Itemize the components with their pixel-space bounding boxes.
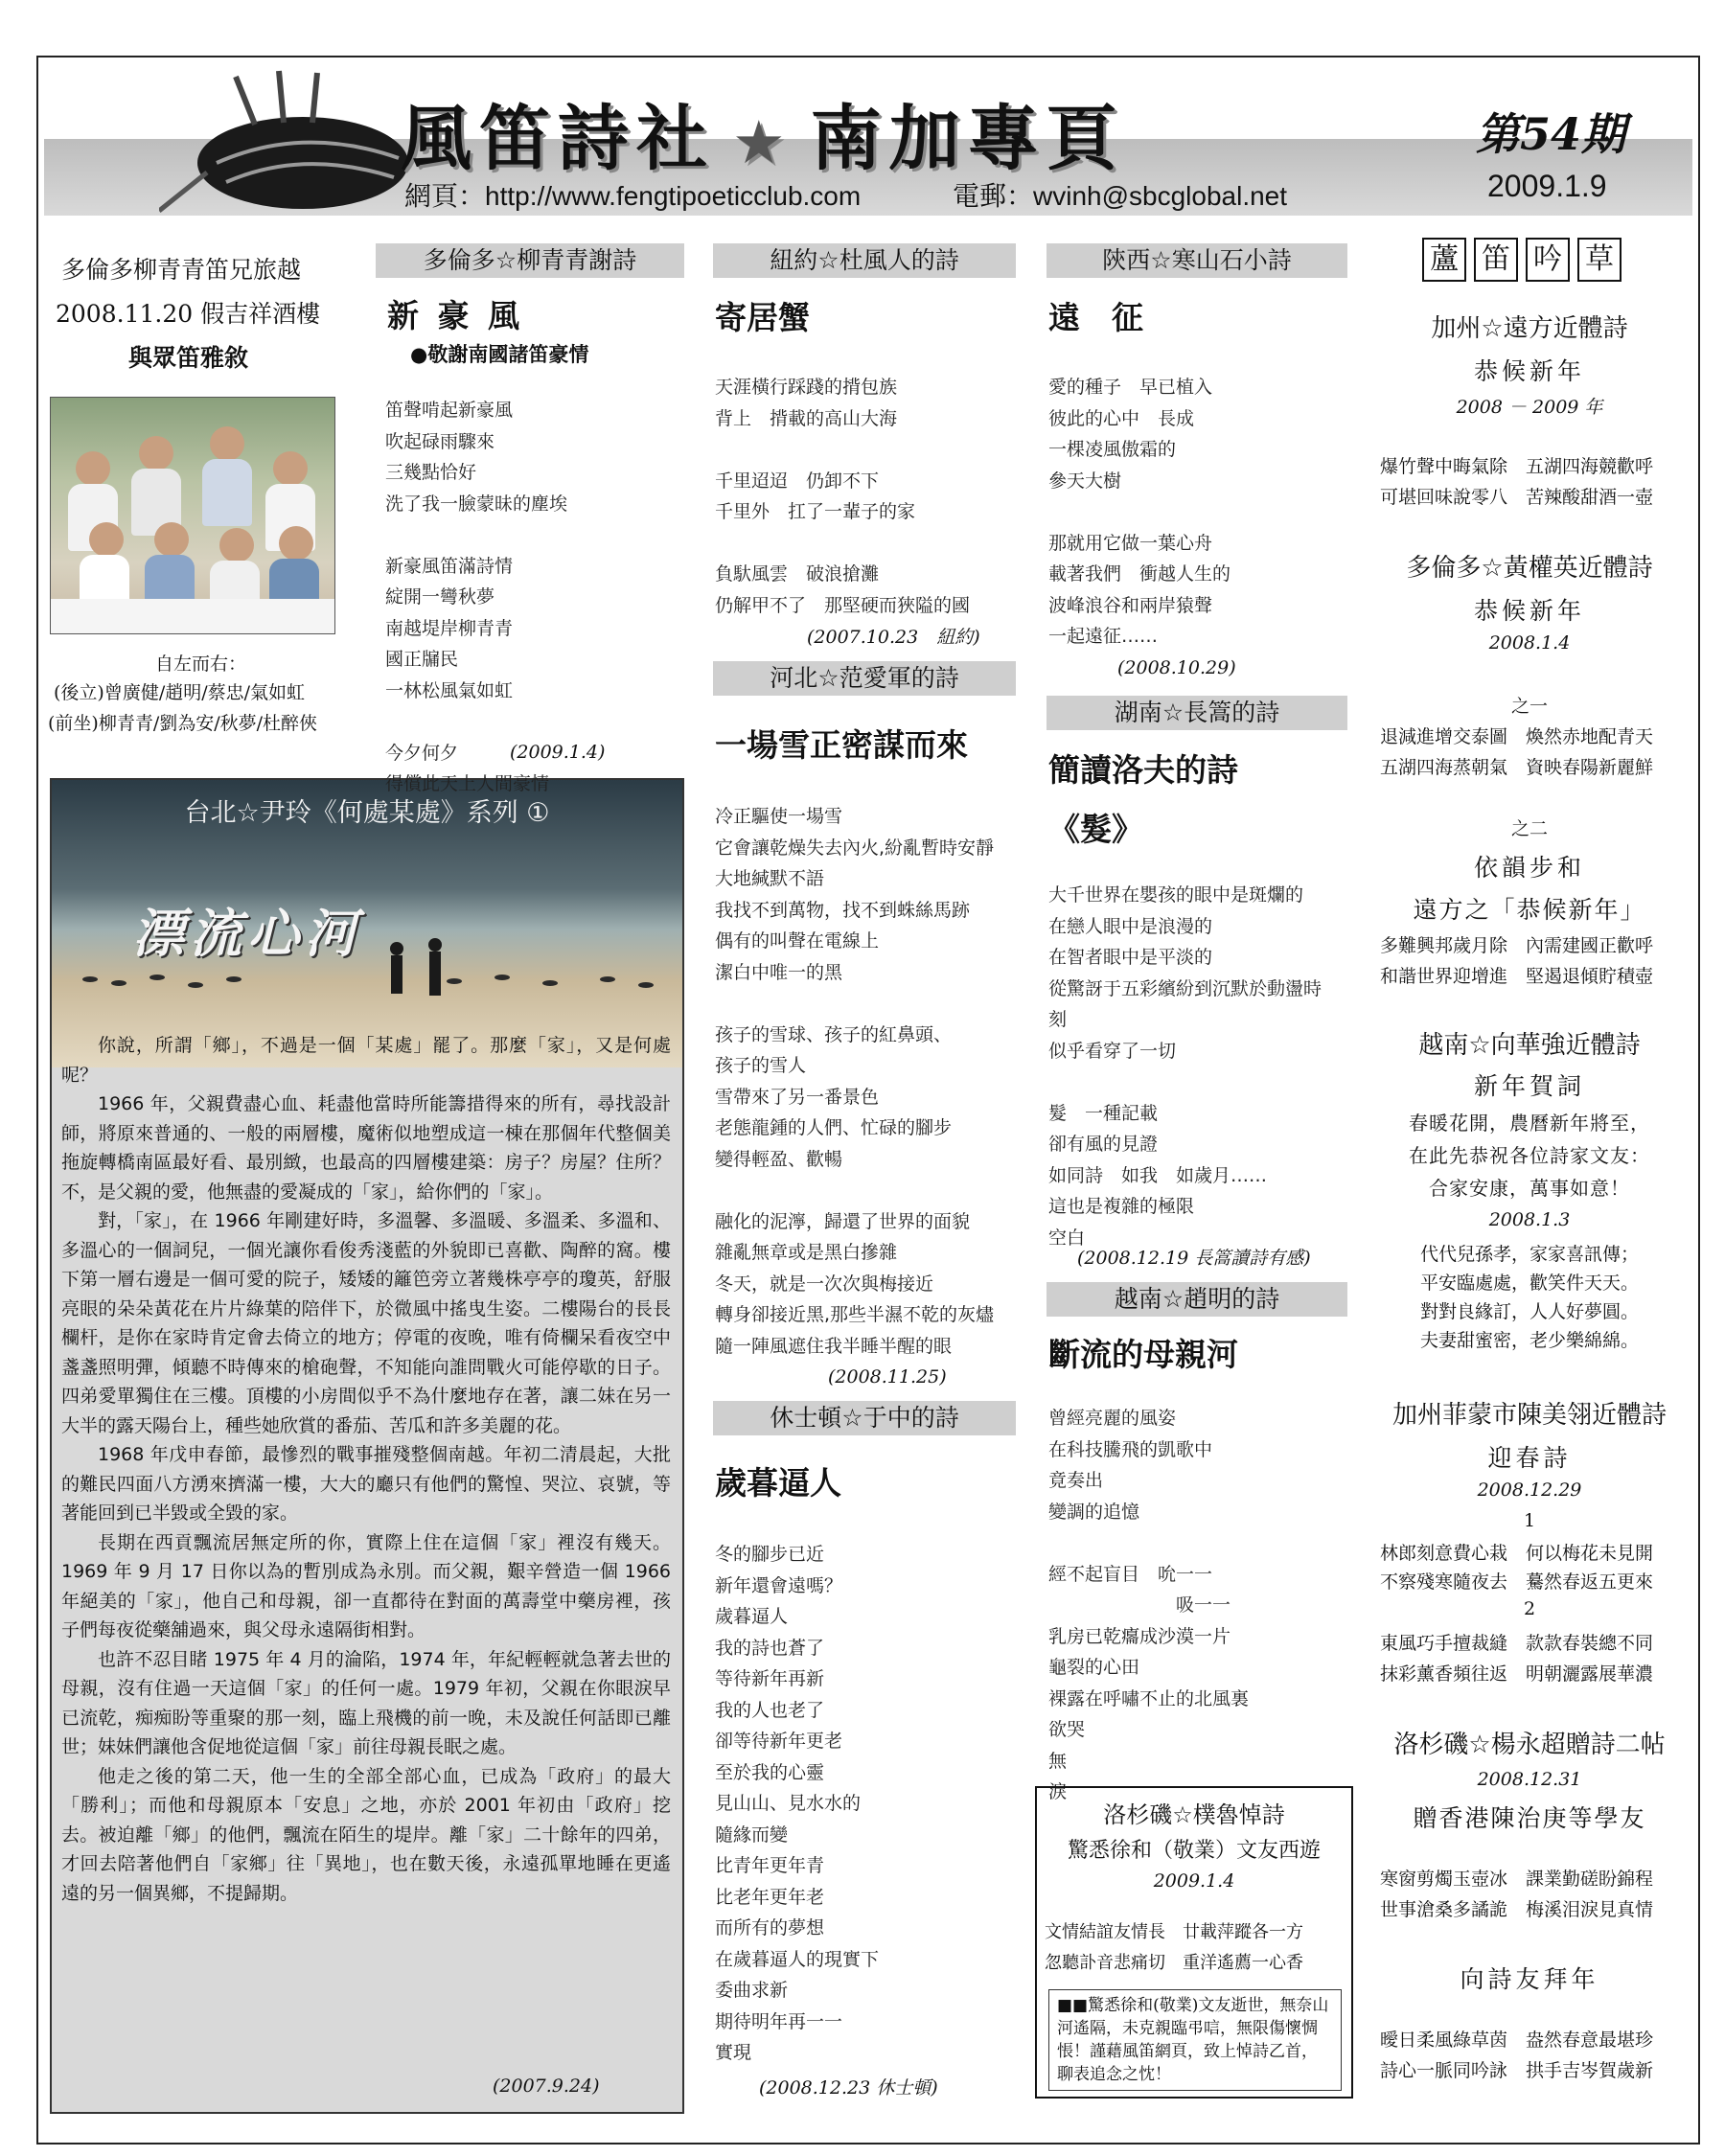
s2-subtitle-2b: 遠方之「恭候新年」 [1413,896,1646,924]
reed-char-4: 草 [1577,238,1622,282]
caption-back-row: (後立)曾廣健/趙明/蔡忠/氣如虹 [54,682,306,703]
s4-number-2: 2 [1523,1598,1536,1619]
col3-poem-1: 天涯橫行踩踐的揹包族 背上 揹載的高山大海 千里迢迢 仍卸不下 千里外 扛了一輩子的家 負馱風雲 破浪搶灘 仍解甲不了 那堅硬而狹隘的國 [715,377,971,616]
s1-subtitle: 恭候新年 [1473,357,1585,385]
col4-section-bar-1: 陝西☆寒山石小詩 [1046,243,1347,278]
essay-logo: 漂流心河 [132,904,362,964]
col4-poem-title-3: 斷流的母親河 [1048,1336,1238,1373]
memorial-note: ■■驚悉徐和(敬業)文友逝世，無奈山河遙隔，未克親臨弔唁，無限傷懷惆悵！謹藉風笛網頁，致上悼詩乙首，聊表追念之忱！ [1048,1989,1342,2091]
col4-section-bar-2: 湖南☆長篙的詩 [1046,696,1347,730]
col3-poem-title-2: 一場雪正密謀而來 [715,726,968,764]
s4-line-3: 東風巧手擅裁縫 款款春裝總不同 [1380,1633,1654,1654]
s5-line-4: 詩心一脈同吟詠 拱手吉岑賀歲新 [1380,2060,1654,2081]
memorial-box [1035,1786,1353,2099]
col3-poem-title-1: 寄居蟹 [715,299,810,336]
s3-line-7: 夫妻甜蜜密，老少樂綿綿。 [1419,1330,1639,1351]
s1-date: 2008 － 2009 年 [1456,397,1603,418]
col3-date-1: (2007.10.23 紐約) [807,627,980,648]
essay-paragraph: 也許不忍目睹 1975 年 4 月的淪陷，1974 年，年紀輕輕就急著去世的母親，沒有住過一天這個「家」的任何一處。1979 年初，父親在你眼淚早已流乾，痴痴盼等重聚的那一刻，臨上飛機的前一晚，未及說任何話即已離世；妹妹們讓他含促地從這個「家」前往母親長眠之處。 [61,1648,671,1757]
col3-poem-2: 冷正驅使一場雪 它會讓乾燥失去內火,紛亂暫時安靜 大地緘默不語 我找不到萬物，找不到蛛絲馬跡 偶有的叫聲在電線上 潔白中唯一的黑 孩子的雪球、孩子的紅鼻頭、 孩子的雪人 雪帶來了另一番景色 老態龍鍾的人們、忙碌的腳步 變得輕盈、歡暢 融化的泥濘，歸還了世界的面貌 雜亂無章或是黑白摻雜 冬天，就是一次次與梅接近 轉身卻接近黑,那些半濕不乾的灰燼 隨一陣風遮住我半睡半醒的眼 [715,806,995,1357]
s4-line-4: 抹彩薰香頻往返 明朝灑露展華濃 [1380,1663,1654,1685]
col4-poem-title-1: 遠 征 [1048,299,1143,336]
col4-poem-2: 大千世界在嬰孩的眼中是斑爛的 在戀人眼中是浪漫的 在智者眼中是平淡的 從驚訝于五彩繽紛到沉默於動盪時 刻 似乎看穿了一切 髮 一種記載 卻有風的見證 如同詩 如我 如歲月…… 這也是複雜的極限 空白 [1048,884,1322,1249]
memorial-line-1: 文情結誼友情長 廿載萍蹤各一方 [1045,1922,1303,1942]
col3-date-3: (2008.12.23 休士頓) [759,2077,938,2099]
s5-line-1: 寒窗剪燭玉壺冰 課業勤磋盼錦程 [1380,1869,1654,1890]
s3-line-5: 平安臨處處，歡笑件天天。 [1419,1273,1639,1294]
essay-paragraph: 1968 年戊申春節，最慘烈的戰事摧殘整個南越。年初二清晨起，大批的難民四面八方湧來擠滿一樓，大大的廳只有他們的驚惶、哭泣、哀號，等著能回到已半毀或全毀的家。 [61,1444,671,1524]
s4-line-2: 不察殘寒隨夜去 驀然春返五更來 [1380,1571,1654,1593]
memorial-date: 2009.1.4 [1153,1870,1235,1892]
essay-paragraph: 他走之後的第二天，他一生的全部全部心血，已成為「政府」的最大「勝利」；而他和母親原本「安息」之地，亦於 2001 年初由「政府」挖去。被迫離「鄉」的他們，飄流在陌生的堤岸。離「家」二十餘年的四弟，才回去陪著他們自「家鄉」往「異地」，也在數天後，永遠孤單地睡在更遙遠的另一個異鄉，不提歸期。 [61,1765,671,1904]
s3-line-2: 在此先恭祝各位詩家文友： [1409,1144,1650,1167]
s1-line-2: 可堪回味說零八 苦辣酸甜酒一壺 [1380,487,1654,508]
col1-subtitle: 與眾笛雅敘 [128,344,249,372]
s3-line-1: 春暖花開，農曆新年將至， [1409,1112,1650,1135]
memorial-subtitle: 驚悉徐和（敬業）文友西遊 [1067,1839,1321,1863]
caption-front-row: (前坐)柳青青/劉為安/秋夢/杜醉俠 [48,713,318,734]
s1-line-1: 爆竹聲中晦氣除 五湖四海競歡呼 [1380,456,1654,477]
s5-subtitle: 贈香港陳治庚等學友 [1413,1804,1646,1832]
caption-head: 自左而右： [155,654,247,675]
col3-section-bar-1: 紐約☆杜風人的詩 [713,243,1016,278]
col2-date: (2009.1.4) [510,742,606,763]
col3-section-bar-2: 河北☆范愛軍的詩 [713,661,1016,696]
s5-heading: 洛杉磯☆楊永超贈詩二帖 [1393,1731,1666,1759]
s3-heading: 越南☆向華強近體詩 [1418,1031,1641,1060]
reed-char-1: 蘆 [1422,238,1466,282]
col3-date-2: (2008.11.25) [828,1366,947,1388]
s2-line-4: 和諧世界迎增進 堅遏退傾貯積壺 [1380,966,1654,987]
essay-paragraph: 長期在西貢飄流居無定所的你，實際上住在這個「家」裡沒有幾天。1969 年 9 月 17 日你以為的暫別成為永別。而父親，艱辛營造一個 1966 年絕美的「家」，他自己和母親，卻一直都待在對面的萬壽堂中藥房裡，孩子們每夜從藥舖過來，與父母永遠隔街相對。 [61,1531,671,1640]
bagpipe-icon [159,67,418,220]
essay-header: 台北☆尹玲《何處某處》系列 ① [184,798,550,828]
s2-subtitle-2a: 依韻步和 [1473,854,1585,882]
col4-poem-title-2b: 《髮》 [1048,811,1143,848]
s2-line-1: 退減進增交泰圖 煥然赤地配青天 [1380,726,1654,747]
s2-number-2: 之二 [1510,818,1548,839]
s5-subtitle-2: 向詩友拜年 [1460,1965,1599,1993]
essay-box [50,778,684,2114]
s2-line-2: 五湖四海蒸朝氣 資映春陽新麗鮮 [1380,757,1654,778]
essay-paragraph: 1966 年，父親費盡心血、耗盡他當時所能籌措得來的所有，尋找設計師，將原來普通的、一般的兩層樓，魔術似地塑成這一棟在那個年代整個美拖旋轉橋南區最好看、最別緻，也最高的四層樓建築：房子？房屋？住所？不，是父親的愛，他無盡的愛凝成的「家」，給你們的「家」。 [61,1093,671,1203]
s3-subtitle: 新年賀詞 [1473,1072,1585,1100]
s3-line-3: 合家安康，萬事如意！ [1429,1177,1630,1200]
memorial-line-2: 忽聽訃音悲痛切 重洋遙薦一心香 [1045,1953,1303,1973]
col4-poem-1: 愛的種子 早已植入 彼此的心中 長成 一棵凌風傲霜的 參天大樹 那就用它做一葉心舟 載著我們 衝越人生的 波峰浪谷和兩岸猿聲 一起遠征…… [1048,377,1231,647]
col4-date-1: (2008.10.29) [1117,657,1236,678]
col3-poem-title-3: 歲暮逼人 [715,1464,841,1502]
group-photo [50,397,335,634]
s3-line-6: 對對良緣訂，人人好夢圓。 [1419,1301,1639,1322]
essay-paragraph: 你說，所謂「鄉」，不過是一個「某處」罷了。那麼「家」，又是何處呢？ [61,1035,671,1086]
reed-char-2: 笛 [1474,238,1518,282]
col1-title: 多倫多柳青青笛兄旅越 [61,256,302,284]
essay-paragraph: 對，「家」，在 1966 年剛建好時，多溫馨、多溫暖、多溫柔、多溫和、多溫心的一個詞兒，一個光讓你看俊秀淺藍的外貌即已喜歡、陶醉的窩。樓下第一層右邊是一個可愛的院子，矮矮的籬笆旁立著幾株亭亭的瓊英，舒服亮眼的朵朵黃花在片片綠葉的陪伴下，於微風中搖曳生姿。二樓陽台的長長欄杆，是你在家時肯定會去倚立的地方；停電的夜晚，唯有倚欄呆看夜空中盞盞照明彈，傾聽不時傳來的槍砲聲，不知能向誰問戰火可能停歇的日子。四弟愛單獨住在三樓。頂樓的小房間似乎不為什麼地存在著，讓二妹在另一大半的露天陽台上，種些她欣賞的番茄、苦瓜和許多美麗的花。 [61,1210,671,1436]
s4-subtitle: 迎春詩 [1487,1444,1572,1472]
s3-date: 2008.1.3 [1488,1209,1571,1230]
essay-text [61,1031,671,1908]
reed-char-3: 吟 [1526,238,1570,282]
issue-date: 2009.1.9 [1487,169,1607,203]
s2-subtitle: 恭候新年 [1473,597,1585,625]
col4-date-2: (2008.12.19 長篙讀詩有感) [1077,1248,1311,1269]
s2-line-3: 多難興邦歲月除 內需建國正歡呼 [1380,935,1654,956]
col3-poem-3: 冬的腳步已近 新年還會遠嗎？ 歲暮逼人 我的詩也蒼了 等待新年再新 我的人也老了 卻等待新年更老 至於我的心靈 見山山、見水水的 隨緣而變 比青年更年青 比老年更年老 而所有的夢想 在歲暮逼人的現實下 委曲求新 期待明年再一一 實現 [715,1544,880,2063]
s4-line-1: 林郎刻意費心栽 何以梅花未見開 [1380,1543,1654,1564]
memorial-title: 洛杉磯☆樸魯悼詩 [1103,1801,1285,1828]
col2-section-bar: 多倫多☆柳青青謝詩 [376,243,684,278]
s5-line-2: 世事滄桑多譎詭 梅溪泪淚見真情 [1380,1899,1654,1920]
masthead [44,67,1692,218]
essay-date: (2007.9.24) [493,2076,600,2097]
issue-number: 第54期 [1476,108,1626,160]
email-link[interactable]: 電郵：wvinh@sbcglobal.net [953,181,1288,211]
s2-number-1: 之一 [1510,696,1548,717]
col3-section-bar-3: 休士頓☆于中的詩 [713,1401,1016,1435]
col1-date-place: 2008.11.20 假吉祥酒樓 [56,300,321,328]
col4-poem-3: 曾經亮麗的風姿 在科技騰飛的凱歌中 竟奏出 變調的追憶 經不起盲目 吮一一 吸一一 乳房已乾癟成沙漠一片 龜裂的心田 裸露在呼嘯不止的北風裏 欲哭 無 淚 [1048,1408,1250,1802]
s5-date: 2008.12.31 [1477,1769,1582,1790]
col2-dedication: ●敬謝南國諸笛豪情 [410,342,589,366]
s3-line-4: 代代兒孫孝，家家喜訊傳； [1419,1244,1639,1265]
s2-date: 2008.1.4 [1488,632,1571,654]
col4-section-bar-3: 越南☆趙明的詩 [1046,1282,1347,1317]
s1-heading: 加州☆遠方近體詩 [1431,314,1628,343]
col2-poem: 笛聲啃起新豪風 吹起碌雨驟來 三幾點恰好 洗了我一臉蒙昧的塵埃 新豪風笛滿詩情 綻開一彎秋夢 南越堤岸柳青青 國正牖民 一林松風氣如虹 今夕何夕 得償此天上人間豪情 [385,400,568,794]
masthead-title: 風笛詩社 ★ 南加專頁 [401,98,1125,180]
s2-heading: 多倫多☆黃權英近體詩 [1406,554,1653,583]
website-link[interactable]: 網頁：http://www.fengtipoeticclub.com [404,181,862,211]
s5-line-3: 曖日柔風綠草茵 盎然春意最堪珍 [1380,2030,1654,2051]
s4-heading: 加州菲蒙市陳美翎近體詩 [1392,1401,1667,1430]
s4-date: 2008.12.29 [1477,1479,1582,1501]
star-icon: ★ [732,107,794,177]
col4-poem-title-2a: 簡讀洛夫的詩 [1048,751,1238,789]
s4-number-1: 1 [1523,1510,1536,1531]
col2-poem-title: 新 豪 風 [387,297,523,334]
